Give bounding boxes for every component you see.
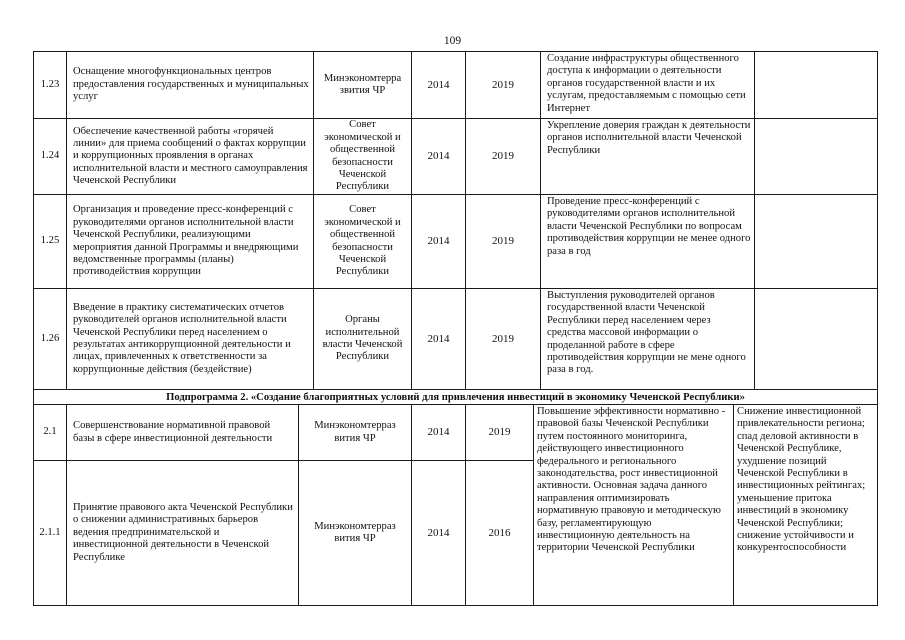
- end-year: 2019: [492, 150, 514, 163]
- executor-text: Минэкономтерраз вития ЧР: [314, 520, 396, 544]
- executor-text: Минэкономтерра звития ЧР: [323, 72, 402, 96]
- measure-text: Совершенствование нормативной правовой базы в сфере инвестиционной деятельности: [73, 420, 273, 444]
- measure-text: Обеспечение качественной работы «горячей линии» для приема сообщений о фактах коррупции и коррупционных проявления в органах исполнительной власти и местного самоуправления Чеченской Республики: [73, 125, 308, 187]
- row-num: 1.23: [40, 78, 60, 90]
- end-year: 2019: [492, 78, 514, 91]
- result-text: Проведение пресс-конференций с руководителями органов исполнительной власти Чеченской Республики по вопросам противодействия коррупции не менее одного раза в год: [547, 196, 751, 257]
- measure-text: Введение в практику систематических отчетов руководителей органов исполнительной власти Чеченской Республики перед населением о результатах антикоррупционной деятельности и лицах, привлеченных к ответственности за коррупционные действия (бездействие): [73, 301, 291, 375]
- merged-risk-text: Снижение инвестиционной привлекательности региона; спад деловой активности в Чеченской Республике, ухудшение позиций Чеченской Республики в инвестиционных рейтингах; уменьшение притока инвестиций в экономику Чеченской Республики; снижение устойчивости и конкурентоспособности: [737, 406, 866, 554]
- end-year: 2016: [488, 526, 511, 539]
- row-num: 1.24: [40, 150, 60, 162]
- end-year: 2019: [492, 332, 514, 345]
- table-bottom-border: [33, 605, 878, 606]
- measure-text: Организация и проведение пресс-конференций с руководителями органов исполнительной власти Чеченской Республики, реализующими мероприятия данной Программы и внедряющими ведомственные программы (планы) противодействия коррупции: [73, 204, 299, 278]
- row-num: 2.1: [43, 426, 57, 438]
- end-year: 2019: [488, 426, 511, 439]
- row-num: 2.1.1: [39, 526, 61, 538]
- measure-text: Принятие правового акта Чеченской Республики о снижении административных барьеров ведения предпринимательской и инвестиционной деятельности в Чеченской Республике: [73, 502, 293, 563]
- end-year: 2019: [492, 235, 514, 248]
- start-year: 2014: [427, 235, 450, 248]
- page-number: 109: [443, 35, 462, 47]
- table-right-border: [877, 51, 878, 606]
- start-year: 2014: [427, 332, 450, 345]
- col-divider: [754, 51, 755, 390]
- result-text: Укрепление доверия граждан к деятельности органов исполнительной власти Чеченской Республики: [547, 120, 751, 156]
- start-year: 2014: [427, 526, 450, 539]
- merged-result-text: Повышение эффективности нормативно - правовой базы Чеченской Республики путем постоянного мониторинга, действующего инвестиционного федерального и регионального законодательства, рост инвестиционной активности. Основная задача данного направления оптимизировать нормативную правовую и методическую базу, регламентирующую инвестиционную деятельность на территории Чеченской Республики: [537, 406, 726, 554]
- row-num: 1.26: [40, 332, 60, 344]
- executor-text: Совет экономической и общественной безопасности Чеченской Республики: [324, 119, 401, 193]
- executor-text: Органы исполнительной власти Чеченской Республики: [322, 314, 403, 363]
- measure-text: Оснащение многофункциональных центров предоставления государственных и муниципальных услуг: [73, 66, 309, 103]
- executor-text: Совет экономической и общественной безопасности Чеченской Республики: [324, 204, 401, 278]
- subprogram-header: Подпрограмма 2. «Создание благоприятных условий для привлечения инвестиций в экономику Чеченской Республики»: [166, 391, 745, 403]
- start-year: 2014: [427, 150, 450, 163]
- start-year: 2014: [427, 426, 450, 439]
- result-text: Создание инфраструктуры общественного доступа к информации о деятельности органов государственной власти и их услугам, предоставляемым с помощью сети Интернет: [547, 53, 746, 114]
- executor-text: Минэкономтерраз вития ЧР: [314, 420, 396, 444]
- row-num: 1.25: [40, 235, 60, 247]
- start-year: 2014: [427, 78, 450, 91]
- result-text: Выступления руководителей органов государственной власти Чеченской Республики перед населением через средства массовой информации о проделанной работе в сфере противодействия коррупции не мене одного раза в год.: [547, 290, 746, 376]
